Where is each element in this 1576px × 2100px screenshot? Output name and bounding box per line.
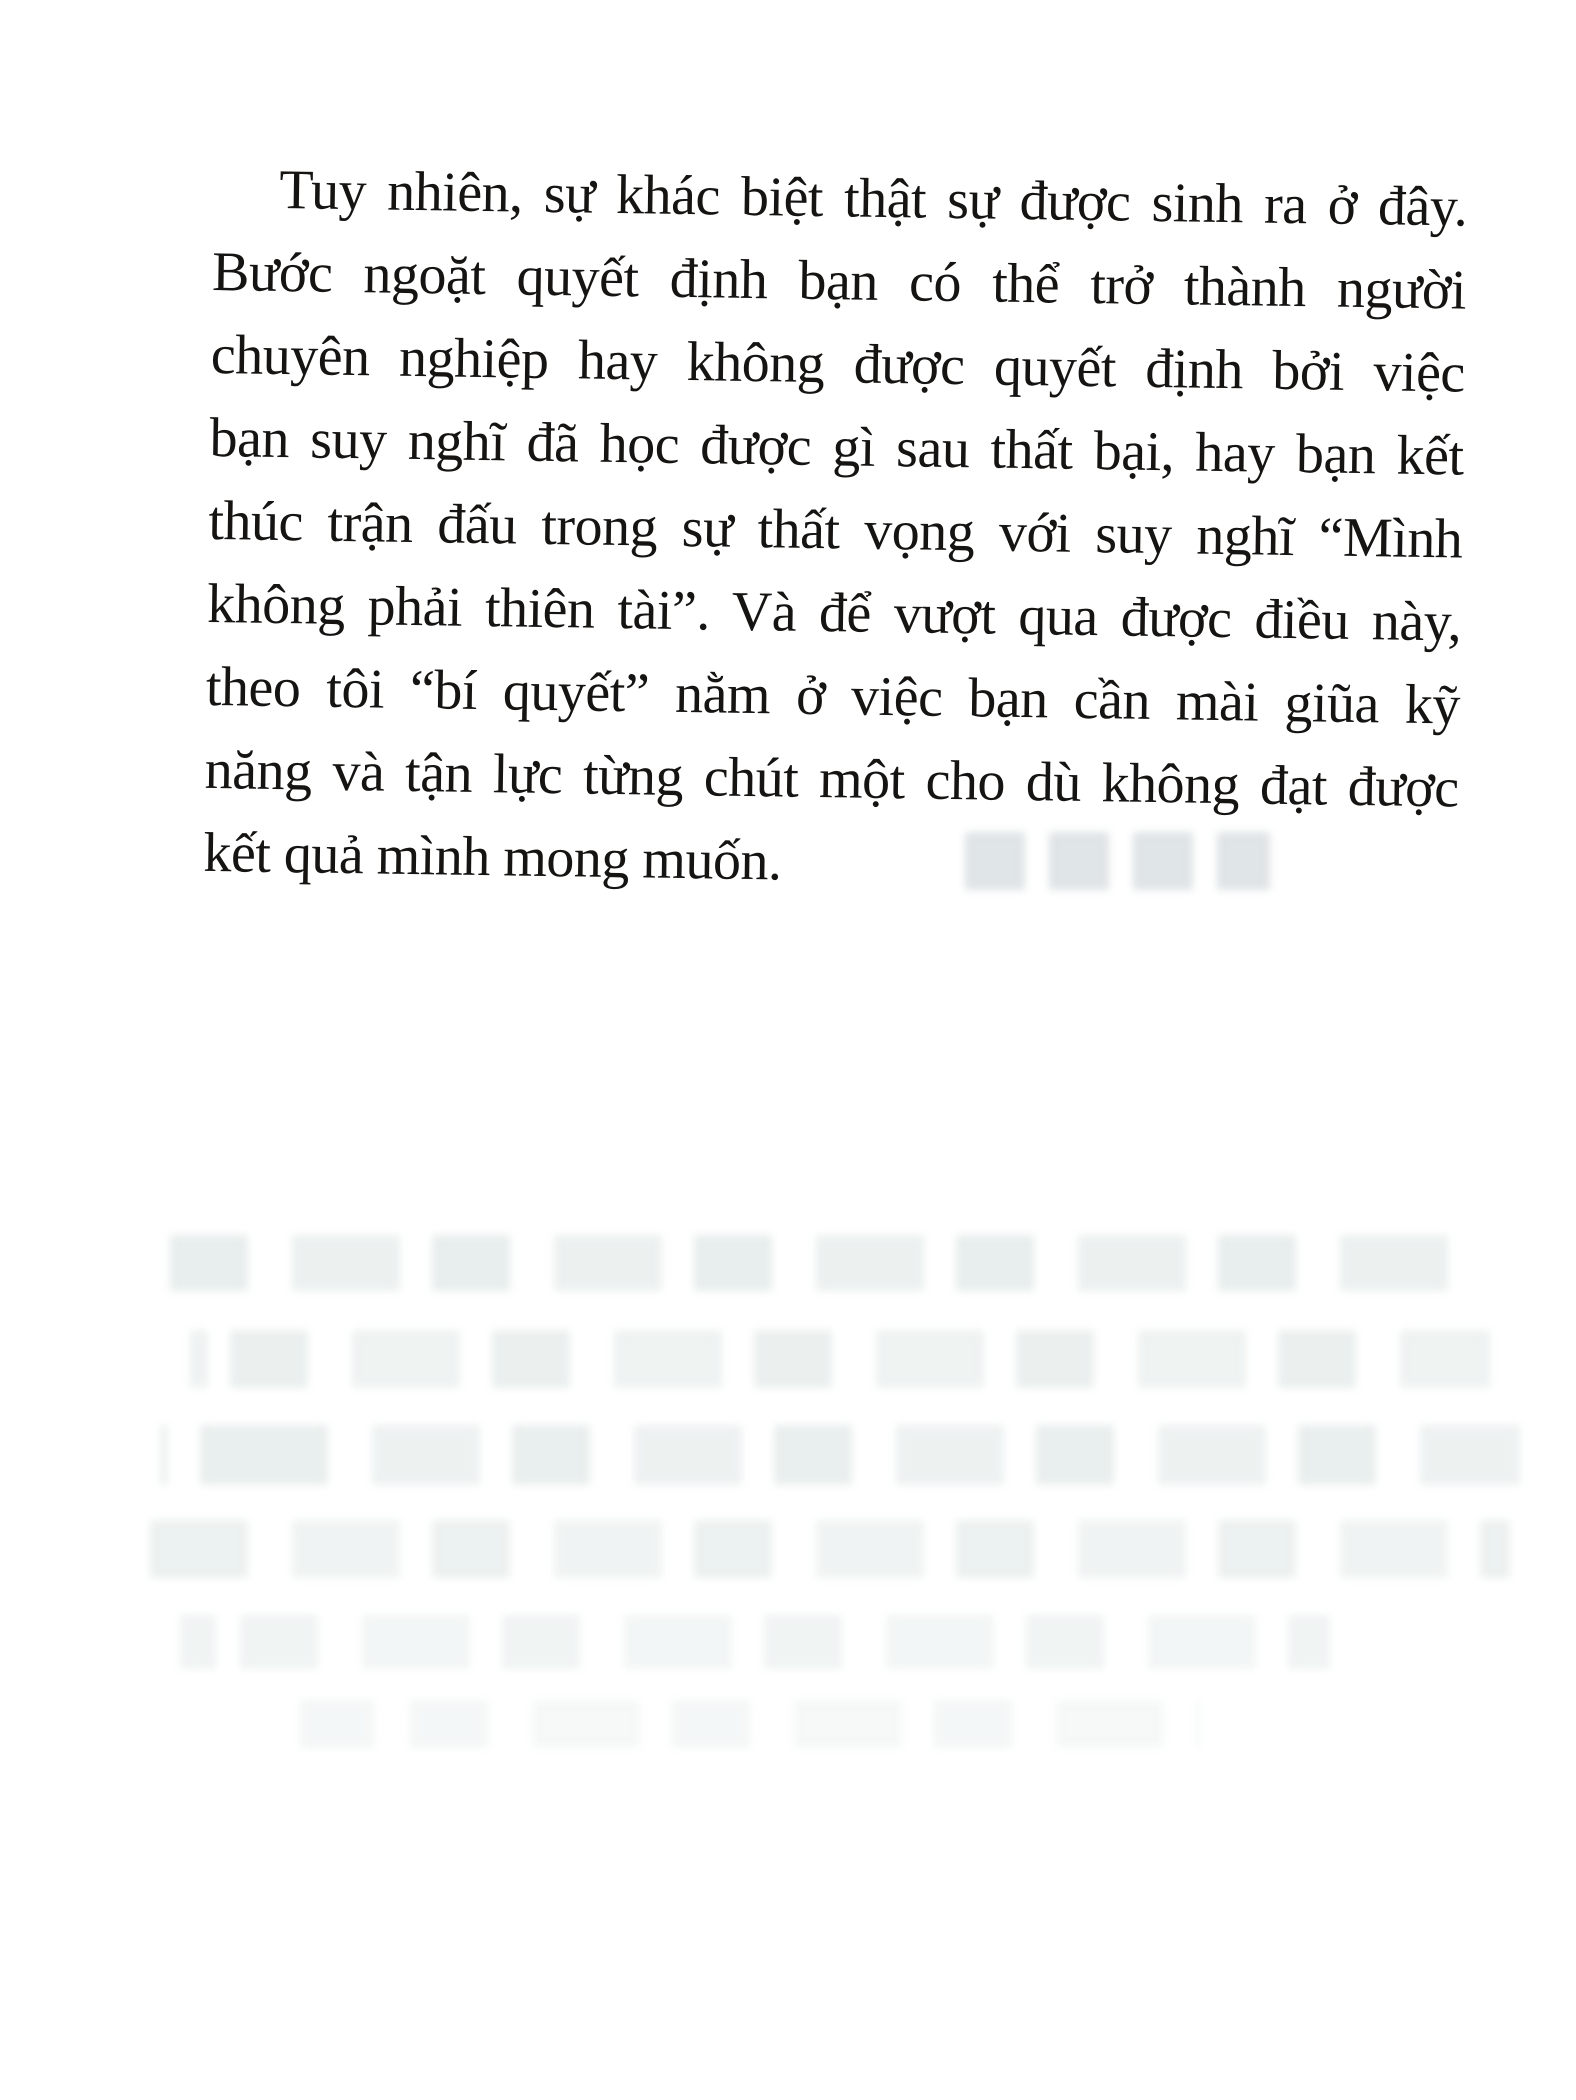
paragraph-line: không phải thiên tài”. Và để vượt qua được điều này,: [206, 572, 1462, 654]
paragraph-line: bạn suy nghĩ đã học được gì sau thất bại, hay bạn kết: [209, 406, 1465, 488]
paragraph-line: Tuy nhiên, sự khác biệt thật sự được sinh ra ở đây.: [278, 158, 1468, 239]
paragraph-line: Bước ngoặt quyết định bạn có thể trở thành người: [211, 240, 1467, 322]
paragraph-line: theo tôi “bí quyết” nằm ở việc bạn cần mài giũa kỹ: [205, 655, 1461, 737]
paragraph: [203, 148, 1468, 914]
bleed-through-row: [160, 1425, 1520, 1485]
bleed-through-row: [300, 1700, 1200, 1748]
bleed-through-row: [190, 1330, 1490, 1388]
bleed-through-row: [180, 1615, 1330, 1669]
bleed-through-row: [150, 1520, 1510, 1578]
paragraph-line: kết quả mình mong muốn.: [203, 821, 782, 893]
paragraph-line: thúc trận đấu trong sự thất vọng với suy nghĩ “Mình: [208, 489, 1463, 571]
paragraph-line: chuyên nghiệp hay không được quyết định bởi việc: [210, 323, 1466, 405]
bleed-through-row: [170, 1235, 1450, 1291]
paragraph-line: năng và tận lực từng chút một cho dù không đạt được: [204, 738, 1460, 820]
